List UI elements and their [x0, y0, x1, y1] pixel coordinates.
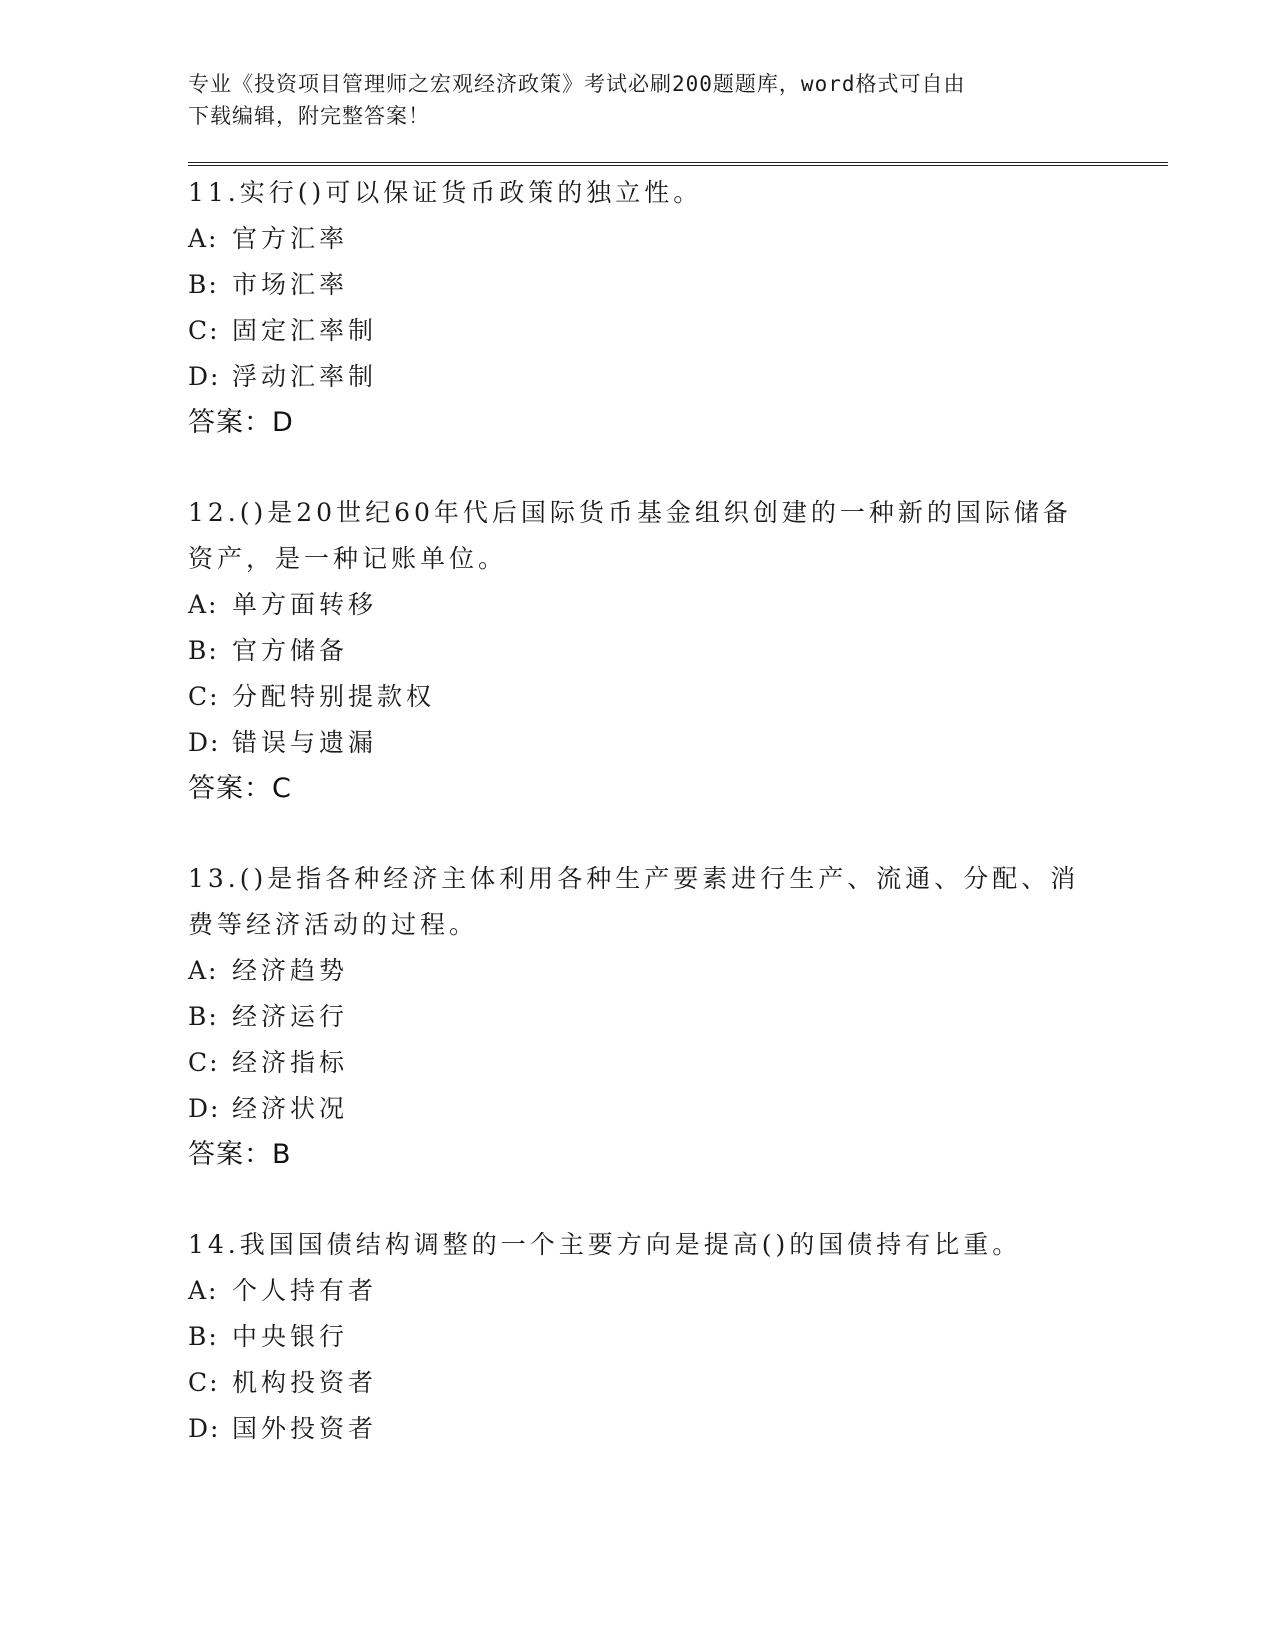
option-b [188, 262, 1168, 308]
option-text: 官方储备 [232, 636, 349, 665]
option-d [188, 720, 1168, 766]
option-text: 官方汇率 [232, 224, 349, 253]
option-letter: B: [188, 270, 219, 299]
question-text: 11.实行()可以保证货币政策的独立性。 [188, 178, 703, 207]
option-text: 经济指标 [232, 1048, 349, 1077]
option-text: 经济状况 [232, 1094, 349, 1123]
option-a [188, 216, 1168, 262]
option-c [188, 1040, 1168, 1086]
option-b [188, 994, 1168, 1040]
option-letter: C: [188, 316, 220, 345]
answer-12: 答案：C [188, 773, 292, 804]
option-c [188, 674, 1168, 720]
document-header [188, 68, 1068, 132]
option-letter: D: [188, 1414, 221, 1443]
answer-13: 答案：B [188, 1139, 292, 1170]
option-text: 市场汇率 [232, 270, 349, 299]
option-text: 国外投资者 [232, 1414, 378, 1443]
question-12 [188, 490, 1168, 766]
option-letter: C: [188, 1048, 220, 1077]
option-text: 固定汇率制 [232, 316, 378, 345]
option-a [188, 1268, 1168, 1314]
header-divider [188, 162, 1168, 166]
option-letter: A: [188, 956, 219, 985]
option-text: 错误与遗漏 [232, 728, 378, 757]
option-letter: D: [188, 362, 221, 391]
option-text: 经济趋势 [232, 956, 349, 985]
option-c [188, 308, 1168, 354]
question-text-continued: 费等经济活动的过程。 [188, 910, 479, 939]
option-text: 分配特别提款权 [232, 682, 436, 711]
question-text: 13.()是指各种经济主体利用各种生产要素进行生产、流通、分配、消 [188, 864, 1080, 893]
option-letter: B: [188, 1322, 219, 1351]
option-text: 经济运行 [232, 1002, 349, 1031]
question-text-continued: 资产，是一种记账单位。 [188, 544, 508, 573]
option-text: 个人持有者 [232, 1276, 378, 1305]
answer-11: 答案：D [188, 407, 294, 438]
option-a [188, 948, 1168, 994]
question-text: 12.()是20世纪60年代后国际货币基金组织创建的一种新的国际储备 [188, 498, 1072, 527]
option-letter: A: [188, 590, 219, 619]
option-d [188, 354, 1168, 400]
header-line-1: 专业《投资项目管理师之宏观经济政策》考试必刷200题题库，word格式可自由 [188, 72, 966, 96]
option-letter: A: [188, 1276, 219, 1305]
option-letter: D: [188, 1094, 221, 1123]
option-text: 中央银行 [232, 1322, 349, 1351]
option-letter: C: [188, 1368, 220, 1397]
question-11 [188, 170, 1168, 400]
option-text: 单方面转移 [232, 590, 378, 619]
option-letter: C: [188, 682, 220, 711]
option-b [188, 628, 1168, 674]
option-letter: B: [188, 636, 219, 665]
option-b [188, 1314, 1168, 1360]
option-letter: D: [188, 728, 221, 757]
question-14 [188, 1222, 1168, 1452]
question-text: 14.我国国债结构调整的一个主要方向是提高()的国债持有比重。 [188, 1230, 1022, 1259]
option-a [188, 582, 1168, 628]
option-d [188, 1406, 1168, 1452]
option-letter: B: [188, 1002, 219, 1031]
option-letter: A: [188, 224, 219, 253]
header-line-2: 下载编辑，附完整答案！ [188, 104, 430, 128]
option-c [188, 1360, 1168, 1406]
option-text: 浮动汇率制 [232, 362, 378, 391]
option-text: 机构投资者 [232, 1368, 378, 1397]
question-13 [188, 856, 1168, 1132]
document-page [188, 68, 1168, 1452]
option-d [188, 1086, 1168, 1132]
